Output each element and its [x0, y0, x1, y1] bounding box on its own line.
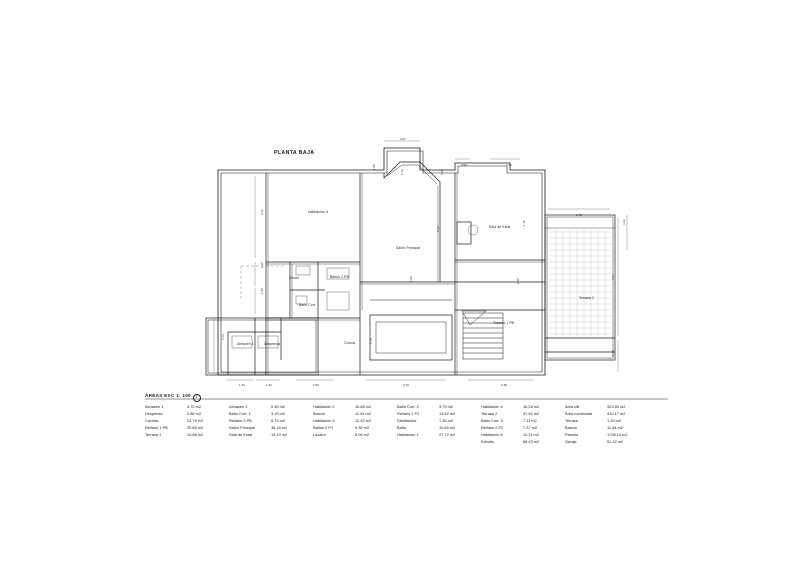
area-name: Habitación 2 — [313, 404, 335, 409]
area-value: 16.26 m2 — [523, 404, 540, 409]
area-value: 3.19 m2 — [271, 411, 286, 416]
areas-row — [565, 411, 637, 418]
dimension-text: 1.33 — [239, 383, 245, 387]
area-value: 11.94 m2 — [355, 411, 371, 416]
areas-row — [481, 404, 553, 411]
areas-row — [397, 425, 469, 432]
area-value: 7.11 m2 — [523, 418, 537, 423]
areas-row — [145, 404, 217, 411]
area-value: 323.83 m2 — [607, 404, 626, 409]
areas-row — [313, 404, 385, 411]
areas-row — [229, 418, 301, 425]
areas-row — [481, 418, 553, 425]
dimension-text-vertical: 1.50 — [440, 169, 444, 175]
dimension-text: 2.07 — [400, 137, 406, 141]
area-value: 38.18 m2 — [271, 425, 288, 430]
area-name: Terraza 2 — [481, 411, 498, 416]
room-label: Sala de Estar — [489, 225, 511, 229]
dimension-text: 1.22 — [266, 383, 272, 387]
dimension-text: 2.48 — [501, 383, 507, 387]
dimension-text-vertical: 2.72 — [260, 209, 264, 215]
areas-row — [565, 404, 637, 411]
room-label: Habitación 3 — [308, 210, 329, 214]
dimension-text-vertical: 3.73 — [221, 334, 225, 340]
area-name: Baño Cort. 1 — [229, 411, 251, 416]
area-name: Habitación 4 — [481, 404, 503, 409]
areas-column — [313, 404, 385, 446]
room-label: Despensa — [264, 342, 281, 346]
area-value: 11.94 m2 — [607, 425, 623, 430]
area-name: Almacén 2 — [229, 404, 248, 409]
column-gap — [553, 404, 565, 446]
area-name: Salón Principal — [229, 425, 255, 430]
area-name: Baño Cort. 3 — [481, 418, 503, 423]
areas-row — [313, 411, 385, 418]
area-value: 13.82 m2 — [439, 411, 456, 416]
area-value: 14.86 m2 — [187, 432, 204, 437]
dimension-text-vertical: 1.20 — [260, 288, 264, 294]
area-name: Terraza 1 — [145, 432, 162, 437]
areas-row — [145, 418, 217, 425]
areas-row — [397, 404, 469, 411]
areas-row — [145, 432, 217, 439]
areas-table — [145, 404, 637, 446]
area-value: 5.73 m2 — [271, 418, 286, 423]
dimension-text-vertical: 5.12 — [436, 226, 440, 232]
area-name: Balcón — [313, 411, 325, 416]
room-label: Trasero 1 PB — [493, 321, 515, 325]
areas-column — [481, 404, 553, 446]
room-label: Salón Principal — [396, 246, 421, 250]
areas-row — [565, 432, 637, 439]
dimension-text-vertical: 1.44 — [611, 350, 615, 356]
areas-column — [229, 404, 301, 446]
dimension-text: 1.50 — [313, 383, 319, 387]
areas-row — [481, 425, 553, 432]
area-value: 9.35 m2 — [355, 425, 370, 430]
dimension-text-vertical: 1.53 — [409, 276, 413, 282]
area-value: 3.79 m2 — [439, 404, 454, 409]
areas-scale-text: ÁREAS ESC 1: 100 — [145, 393, 191, 398]
room-label: Terraza 2 — [579, 296, 595, 300]
areas-row — [481, 432, 553, 439]
area-value: 37.52 m2 — [523, 411, 540, 416]
area-name: Balcón — [565, 425, 577, 430]
area-value: 10.69 m2 — [439, 425, 456, 430]
area-value: 3.70 m2 — [187, 404, 202, 409]
area-name: Estudio — [481, 439, 494, 444]
areas-row — [565, 418, 637, 425]
area-value: 51.32 m2 — [607, 439, 624, 444]
area-name: Garaje — [565, 439, 577, 444]
areas-row — [145, 411, 217, 418]
dimension-text: 4.70 — [403, 383, 409, 387]
dimension-text-vertical: 1.72 — [400, 169, 404, 175]
dimension-text-vertical: 1.30 — [260, 262, 264, 268]
areas-row — [229, 411, 301, 418]
area-name: Parcela — [565, 432, 579, 437]
area-value: 7.27 m2 — [523, 425, 538, 430]
area-name: Baño Cort. 2 — [397, 404, 419, 409]
dimension-text-vertical: 1.55 — [372, 164, 376, 170]
area-value: 2.88 m2 — [187, 411, 202, 416]
room-label: Closet — [289, 276, 300, 280]
plan-title: PLANTA BAJA — [274, 150, 315, 156]
area-value: 1.29 m2 — [607, 418, 622, 423]
area-value: 10.88 m2 — [355, 404, 372, 409]
area-value: 8.04 m2 — [355, 432, 370, 437]
area-name: Almacén 1 — [145, 404, 164, 409]
area-name: Lavabo — [313, 432, 326, 437]
room-label: Almacén 1 — [237, 342, 254, 346]
area-name: Área construida — [565, 411, 593, 416]
column-gap — [301, 404, 313, 446]
area-name: Distribuidor — [397, 418, 417, 423]
area-name: Despensa — [145, 411, 163, 416]
area-name: Área útil — [565, 404, 580, 409]
areas-column — [565, 404, 637, 446]
areas-column — [397, 404, 469, 446]
area-name: Rellano 2 P2 — [481, 425, 504, 430]
area-value: 0.90 m2 — [271, 404, 286, 409]
areas-row — [565, 439, 637, 446]
scale-badge: 1 — [193, 394, 201, 402]
dimension-text-vertical: 1.75 — [369, 338, 373, 344]
dimension-text-vertical: 1.70 — [522, 220, 526, 226]
area-name: Habitación 1 — [397, 432, 419, 437]
areas-row — [565, 425, 637, 432]
room-label: Baños 2 PB — [330, 275, 349, 279]
dimension-text-vertical: 3.12 — [622, 219, 626, 225]
area-value: 12.52 m2 — [355, 418, 372, 423]
dimension-text-vertical: 1.30 — [516, 278, 520, 284]
area-value: 66.43 m2 — [523, 439, 540, 444]
area-value: 23.75 m2 — [187, 418, 204, 423]
areas-row — [397, 432, 469, 439]
areas-column — [145, 404, 217, 446]
areas-row — [481, 439, 553, 446]
areas-legend-title — [145, 393, 201, 402]
areas-row — [229, 425, 301, 432]
area-name: Habitación 6 — [481, 432, 503, 437]
area-value: 7.35 m2 — [439, 418, 454, 423]
area-name: Baños 2 P1 — [313, 425, 334, 430]
areas-row — [229, 432, 301, 439]
area-name: Cochea — [145, 418, 159, 423]
areas-row — [145, 425, 217, 432]
areas-row — [313, 425, 385, 432]
area-name: Terraza — [565, 418, 578, 423]
area-name: Rellano 2 PB — [229, 418, 252, 423]
areas-row — [229, 404, 301, 411]
area-value: 19.10 m2 — [271, 432, 288, 437]
area-name: Rellano 1 P1 — [397, 411, 420, 416]
dimension-text-vertical: 3.24 — [611, 274, 615, 280]
areas-row — [481, 411, 553, 418]
area-name: Habitación 3 — [313, 418, 335, 423]
dimension-text: 0.90 — [461, 163, 467, 167]
dimension-text: 2.78 — [576, 213, 582, 217]
area-value: 1708.14 m2 — [607, 432, 628, 437]
areas-row — [397, 418, 469, 425]
column-gap — [385, 404, 397, 446]
room-label: Baño Cort. — [299, 303, 317, 307]
area-value: 12.11 m2 — [523, 432, 539, 437]
areas-row — [313, 432, 385, 439]
area-value: 27.72 m2 — [439, 432, 456, 437]
area-value: 20.85 m2 — [187, 425, 204, 430]
area-value: 410.17 m2 — [607, 411, 626, 416]
column-gap — [469, 404, 481, 446]
dimension-text: 2.70 — [506, 163, 512, 167]
area-name: Rellano 1 PB — [145, 425, 168, 430]
areas-row — [313, 418, 385, 425]
room-label: Cocina — [344, 341, 356, 345]
area-name: Baño — [397, 425, 407, 430]
area-name: Sala de Estar — [229, 432, 253, 437]
column-gap — [217, 404, 229, 446]
areas-row — [397, 411, 469, 418]
